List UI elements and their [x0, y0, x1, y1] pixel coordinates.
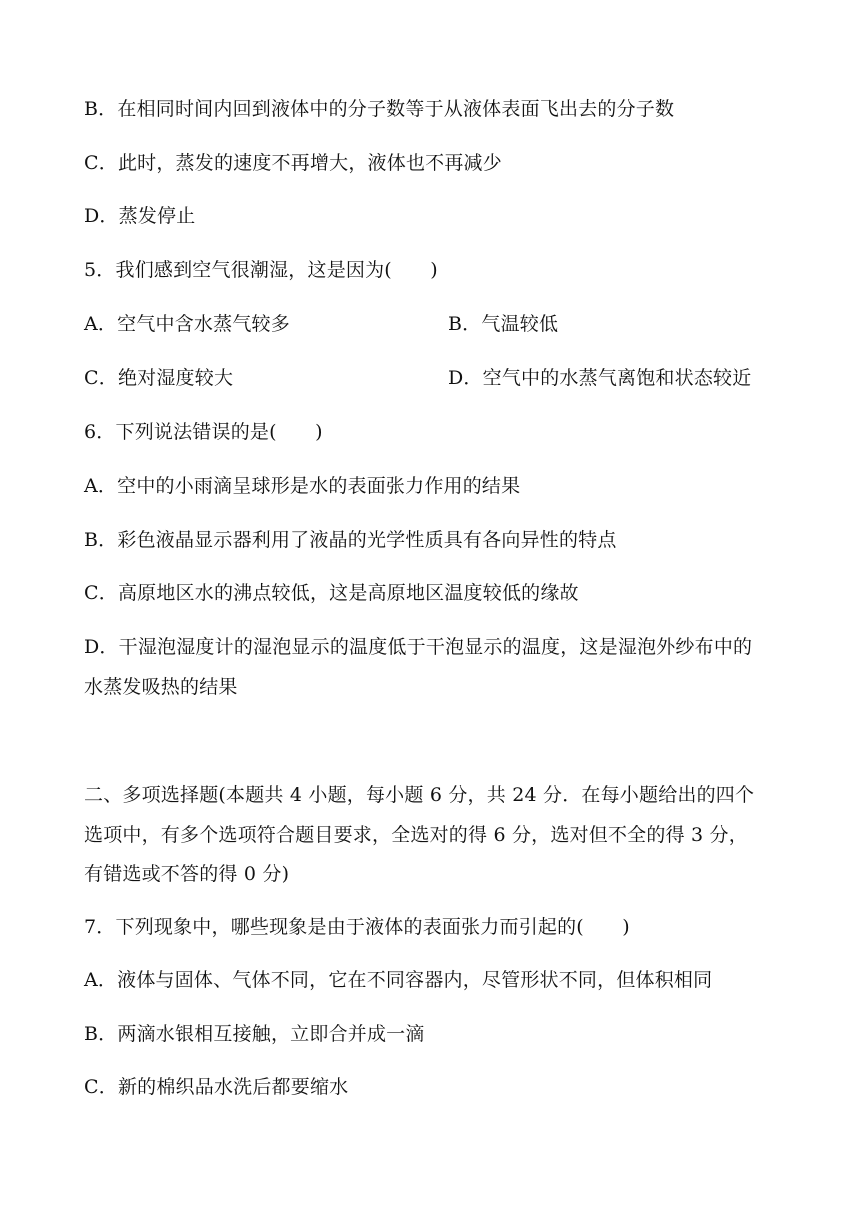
- q5-option-row-2: [84, 366, 752, 390]
- q5-option-c: C．绝对湿度较大: [84, 367, 234, 389]
- q5-option-a: A．空气中含水蒸气较多: [84, 313, 290, 335]
- q7-option-c: C．新的棉织品水洗后都要缩水: [84, 1076, 349, 1098]
- q7-option-b: B．两滴水银相互接触，立即合并成一滴: [84, 1023, 425, 1045]
- section2-heading-line2: 选项中，有多个选项符合题目要求，全选对的得 6 分，选对但不全的得 3 分，: [84, 824, 748, 846]
- q7-stem: 7．下列现象中，哪些现象是由于液体的表面张力而引起的( ): [84, 916, 630, 938]
- q5-option-row-1: [84, 312, 559, 336]
- q6-option-d-line1: D．干湿泡湿度计的湿泡显示的温度低于干泡显示的温度，这是湿泡外纱布中的: [84, 636, 753, 658]
- q6-option-a: A．空中的小雨滴呈球形是水的表面张力作用的结果: [84, 475, 521, 497]
- q5-option-d: D．空气中的水蒸气离饱和状态较近: [448, 367, 752, 389]
- q6-stem: 6．下列说法错误的是( ): [84, 421, 323, 443]
- q4-option-c: C．此时，蒸发的速度不再增大，液体也不再减少: [84, 152, 502, 174]
- q6-option-d-line2: 水蒸发吸热的结果: [84, 676, 238, 698]
- section2-heading-line3: 有错选或不答的得 0 分): [84, 863, 290, 885]
- q7-option-a: A．液体与固体、气体不同，它在不同容器内，尽管形状不同，但体积相同: [84, 969, 713, 991]
- q5-option-b: B．气温较低: [448, 313, 559, 335]
- section2-heading-line1: 二、多项选择题(本题共 4 小题，每小题 6 分，共 24 分．在每小题给出的四个: [84, 784, 755, 806]
- q6-option-c: C．高原地区水的沸点较低，这是高原地区温度较低的缘故: [84, 582, 579, 604]
- q6-option-b: B．彩色液晶显示器利用了液晶的光学性质具有各向异性的特点: [84, 529, 617, 551]
- q4-option-b: B．在相同时间内回到液体中的分子数等于从液体表面飞出去的分子数: [84, 98, 675, 120]
- q4-option-d: D．蒸发停止: [84, 205, 196, 227]
- q5-stem: 5．我们感到空气很潮湿，这是因为( ): [84, 259, 438, 281]
